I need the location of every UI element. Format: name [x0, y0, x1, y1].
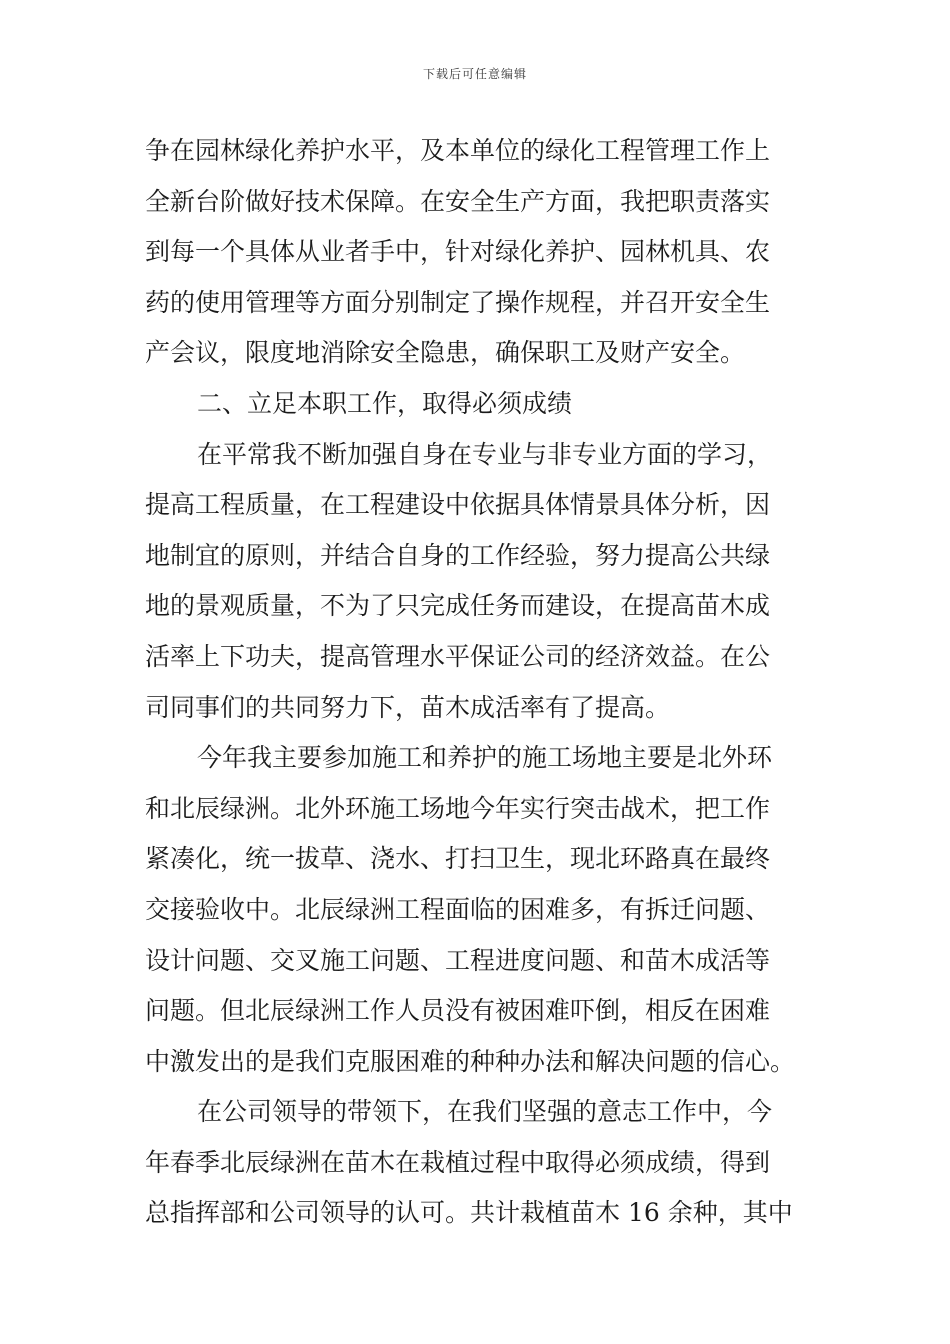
- text-line: 紧凑化，统一拔草、浇水、打扫卫生，现北环路真在最终: [145, 844, 771, 874]
- text-line: 地制宜的原则，并结合自身的工作经验，努力提高公共绿: [145, 540, 771, 570]
- text-line: 二、立足本职工作，取得必须成绩: [197, 388, 573, 418]
- text-line: 在公司领导的带领下，在我们坚强的意志工作中，今: [197, 1097, 773, 1127]
- text-line: 全新台阶做好技术保障。在安全生产方面，我把职责落实: [145, 186, 771, 216]
- text-line: 活率上下功夫，提高管理水平保证公司的经济效益。在公: [145, 641, 771, 671]
- page-header: 下载后可任意编辑: [422, 67, 527, 81]
- text-line: 在平常我不断加强自身在专业与非专业方面的学习，: [197, 439, 773, 469]
- text-line: 总指挥部和公司领导的认可。共计栽植苗木 16 余种，其中: [145, 1198, 793, 1228]
- text-line: 今年我主要参加施工和养护的施工场地主要是北外环: [197, 743, 773, 773]
- text-line: 争在园林绿化养护水平，及本单位的绿化工程管理工作上: [145, 136, 771, 165]
- text-line: 到每一个具体从业者手中，针对绿化养护、园林机具、农: [145, 237, 771, 267]
- text-line: 药的使用管理等方面分别制定了操作规程，并召开安全生: [145, 287, 771, 317]
- text-line: 地的景观质量，不为了只完成任务而建设，在提高苗木成: [145, 591, 771, 621]
- document-body: [145, 126, 810, 1239]
- text-line: 年春季北辰绿洲在苗木在栽植过程中取得必须成绩，得到: [145, 1147, 771, 1177]
- text-line: 产会议，限度地消除安全隐患，确保职工及财产安全。: [145, 338, 746, 368]
- text-line: 提高工程质量，在工程建设中依据具体情景具体分析，因: [145, 490, 771, 520]
- text-line: 司同事们的共同努力下，苗木成活率有了提高。: [145, 692, 671, 722]
- text-line: 交接验收中。北辰绿洲工程面临的困难多，有拆迁问题、: [145, 894, 771, 924]
- text-line: 中激发出的是我们克服困难的种种办法和解决问题的信心。: [145, 1046, 796, 1076]
- text-line: 和北辰绿洲。北外环施工场地今年实行突击战术，把工作: [145, 793, 771, 823]
- text-line: 问题。但北辰绿洲工作人员没有被困难吓倒，相反在困难: [145, 996, 771, 1026]
- text-line: 设计问题、交叉施工问题、工程进度问题、和苗木成活等: [145, 945, 771, 975]
